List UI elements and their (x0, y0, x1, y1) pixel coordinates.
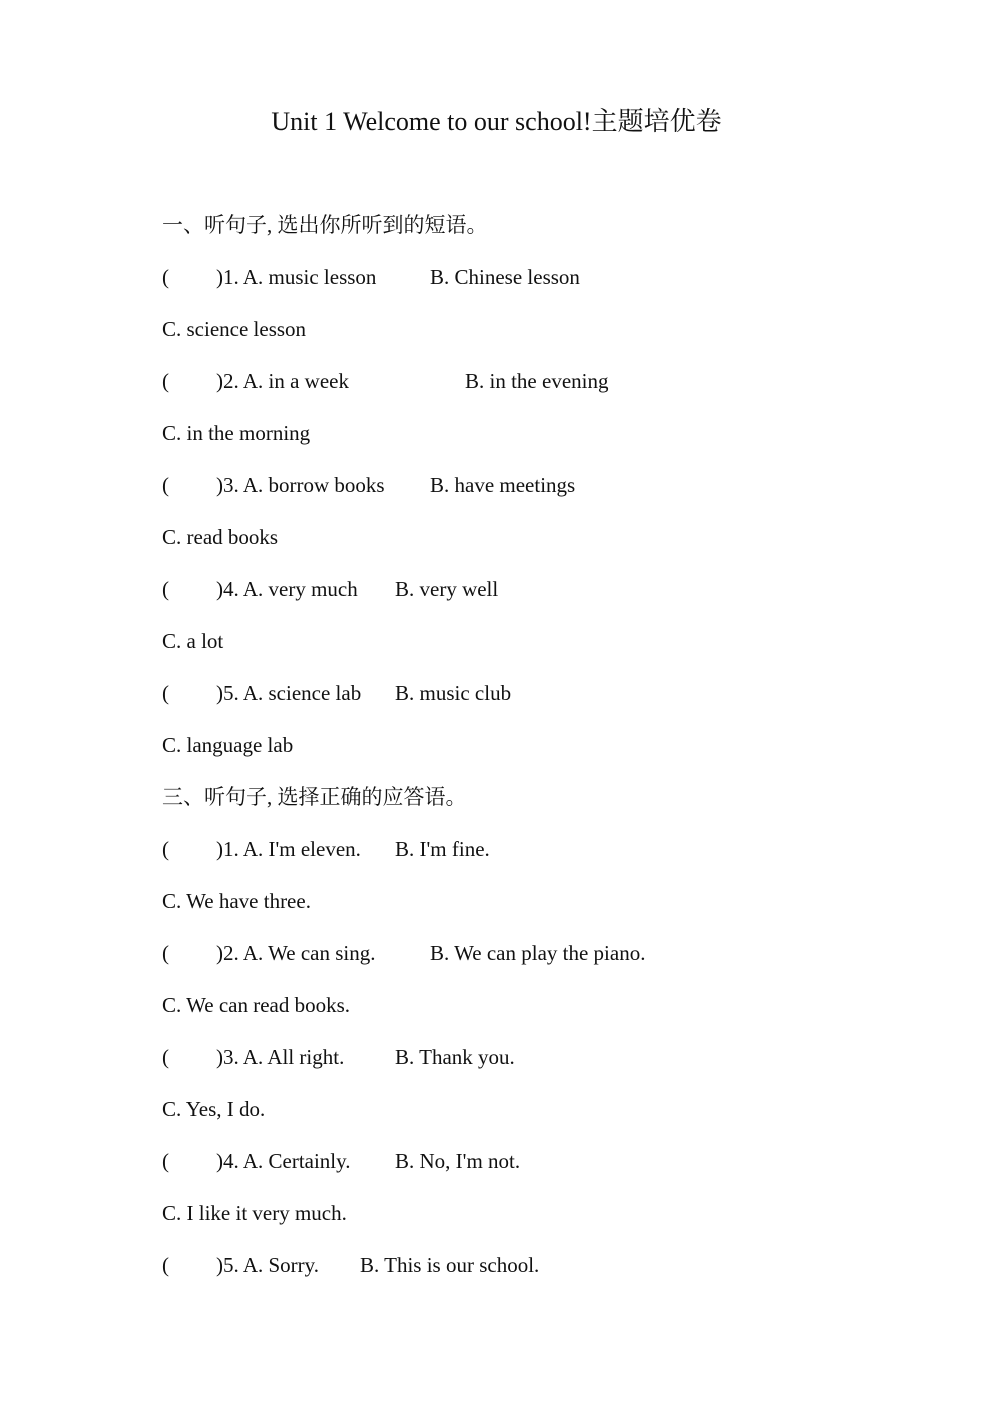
option-b: B. very well (395, 577, 499, 601)
option-b: B. in the evening (465, 369, 609, 393)
answer-bracket[interactable]: ( (162, 577, 169, 601)
section-1-heading: 一、听句子, 选出你所听到的短语。 (162, 213, 488, 237)
option-c: C. We have three. (162, 889, 311, 913)
option-c: C. a lot (162, 629, 224, 653)
option-b: B. No, I'm not. (395, 1149, 521, 1173)
option-a: )5. A. Sorry. (216, 1253, 320, 1277)
answer-bracket[interactable]: ( (162, 369, 169, 393)
option-a: )2. A. in a week (216, 369, 349, 393)
answer-bracket[interactable]: ( (162, 1253, 169, 1277)
option-c: C. in the morning (162, 421, 311, 445)
answer-bracket[interactable]: ( (162, 1045, 169, 1069)
answer-bracket[interactable]: ( (162, 265, 169, 289)
option-c: C. language lab (162, 733, 294, 757)
answer-bracket[interactable]: ( (162, 837, 169, 861)
option-c: C. I like it very much. (162, 1201, 347, 1225)
option-b: B. I'm fine. (395, 837, 490, 861)
option-a: )3. A. borrow books (216, 473, 385, 497)
option-a: )4. A. very much (216, 577, 358, 601)
option-c: C. science lesson (162, 317, 307, 341)
page-title: Unit 1 Welcome to our school!主题培优卷 (271, 107, 722, 136)
section-3-heading: 三、听句子, 选择正确的应答语。 (162, 785, 467, 809)
option-a: )4. A. Certainly. (216, 1149, 351, 1173)
option-a: )2. A. We can sing. (216, 941, 376, 965)
option-a: )1. A. I'm eleven. (216, 837, 361, 861)
option-c: C. Yes, I do. (162, 1097, 266, 1121)
option-b: B. music club (395, 681, 512, 705)
option-c: C. read books (162, 525, 279, 549)
option-b: B. We can play the piano. (430, 941, 646, 965)
option-b: B. have meetings (430, 473, 576, 497)
option-c: C. We can read books. (162, 993, 351, 1017)
option-b: B. This is our school. (360, 1253, 540, 1277)
answer-bracket[interactable]: ( (162, 681, 169, 705)
answer-bracket[interactable]: ( (162, 941, 169, 965)
option-b: B. Thank you. (395, 1045, 515, 1069)
option-a: )3. A. All right. (216, 1045, 345, 1069)
answer-bracket[interactable]: ( (162, 473, 169, 497)
option-a: )5. A. science lab (216, 681, 362, 705)
option-b: B. Chinese lesson (430, 265, 580, 289)
answer-bracket[interactable]: ( (162, 1149, 169, 1173)
option-a: )1. A. music lesson (216, 265, 377, 289)
